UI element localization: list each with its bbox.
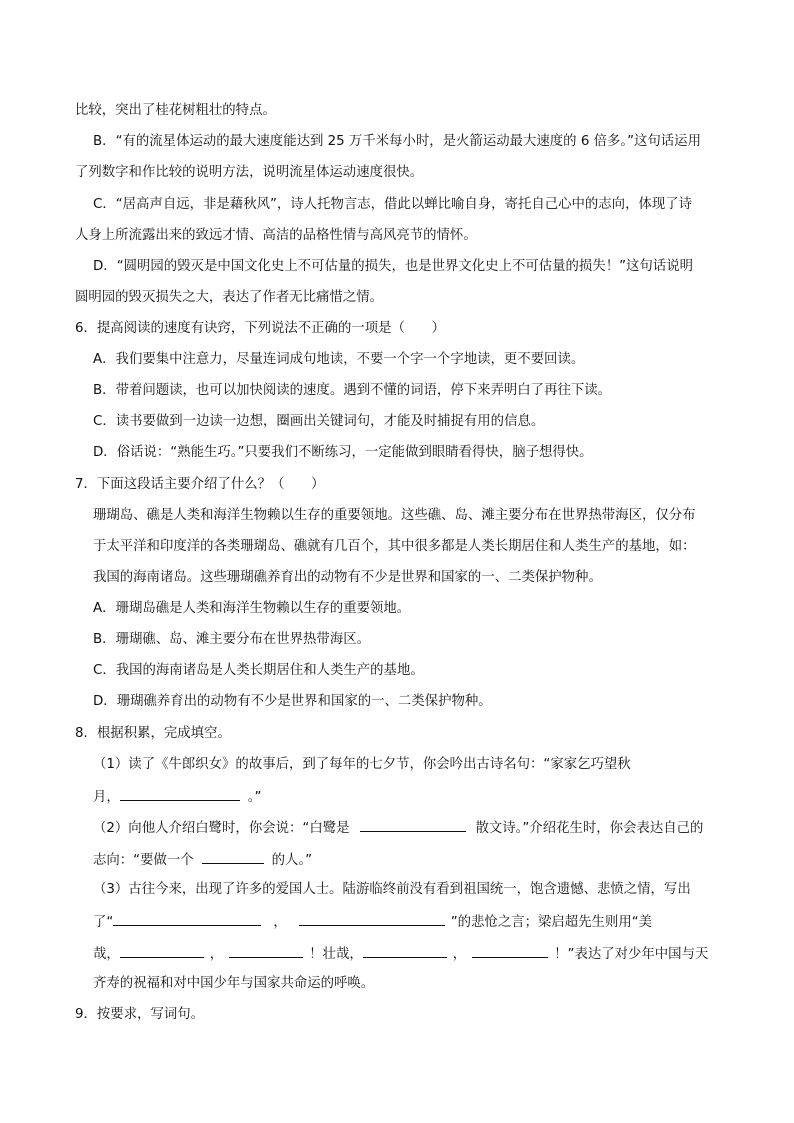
question-6-title: 6．提高阅读的速度有诀窍，下列说法不正确的一项是（ ）	[75, 321, 446, 336]
q8-item-2-cont: 志向：“要做一个 的人。”	[93, 849, 312, 871]
q8-item-3: （3）古往今来，出现了许多的爱国人士。陆游临终前没有看到祖国统一，饱含遗憾、悲愤之情，写出	[93, 882, 691, 897]
question-8-title: 8．根据积累，完成填空。	[75, 726, 231, 741]
answer-blank[interactable]	[363, 943, 447, 958]
answer-blank[interactable]	[113, 911, 261, 926]
answer-blank[interactable]	[120, 786, 240, 801]
q8-item-3-cont: 齐寿的祝福和对中国少年与国家共命运的呼唤。	[93, 976, 375, 991]
q8-item-1-cont: 月， 。”	[93, 786, 261, 808]
question-7-title: 7．下面这段话主要介绍了什么？（ ）	[75, 477, 325, 492]
answer-blank[interactable]	[360, 817, 466, 832]
text-line: 比较，突出了桂花树粗壮的特点。	[75, 103, 276, 118]
answer-blank[interactable]	[229, 943, 303, 958]
q6-option-d: D．俗话说：“熟能生巧。”只要我们不断练习，一定能做到眼睛看得快，脑子想得快。	[93, 445, 593, 460]
q7-option-d: D．珊瑚礁养育出的动物有不少是世界和国家的一、二类保护物种。	[93, 694, 492, 709]
q7-passage-line: 于太平洋和印度洋的各类珊瑚岛、礁就有几百个，其中很多都是人类长期居住和人类生产的基地，如：	[93, 539, 696, 554]
option-c-line: C．“居高声自远，非是藉秋风”，诗人托物言志，借此以蝉比喻自身，寄托自己心中的志向，体现了诗	[93, 197, 693, 212]
option-b-line: B．“有的流星体运动的最大速度能达到 25 万千米每小时，是火箭运动最大速度的 6 倍多。”这句话运用	[93, 134, 701, 149]
text-line: 人身上所流露出来的致远才情、高洁的品格性情与高风亮节的情怀。	[75, 228, 477, 243]
q6-option-b: B．带着问题读，也可以加快阅读的速度。遇到不懂的词语，停下来弄明白了再往下读。	[93, 383, 612, 398]
answer-blank[interactable]	[472, 943, 548, 958]
text-line: 圆明园的毁灭损失之大，表达了作者无比痛惜之情。	[75, 290, 383, 305]
q6-option-a: A．我们要集中注意力，尽量连词成句地读，不要一个字一个字地读，更不要回读。	[93, 352, 585, 367]
answer-blank[interactable]	[299, 911, 445, 926]
q8-item-3-cont: 哉， ， ！壮哉， ， ！”表达了对少年中国与天	[93, 943, 708, 965]
option-d-line: D．“圆明园的毁灭是中国文化史上不可估量的损失，也是世界文化史上不可估量的损失！”这句话说明	[93, 259, 693, 274]
q7-option-c: C．我国的海南诸岛是人类长期居住和人类生产的基地。	[93, 663, 424, 678]
q7-passage-line: 我国的海南诸岛。这些珊瑚礁养育出的动物有不少是世界和国家的一、二类保护物种。	[93, 570, 602, 585]
text-line: 了列数字和作比较的说明方法，说明流星体运动速度很快。	[75, 165, 424, 180]
answer-blank[interactable]	[202, 849, 264, 864]
answer-blank[interactable]	[120, 943, 204, 958]
q7-option-b: B．珊瑚礁、岛、滩主要分布在世界热带海区。	[93, 632, 370, 647]
q8-item-1: （1）读了《牛郎织女》的故事后，到了每年的七夕节，你会吟出古诗名句：“家家乞巧望秋	[93, 757, 631, 772]
question-9-title: 9．按要求，写词句。	[75, 1007, 205, 1022]
q8-item-3-cont: 了“ ， ”的悲怆之言；梁启超先生则用“美	[93, 911, 652, 933]
q8-item-2: （2）向他人介绍白鹭时，你会说：“白鹭是 散文诗。”介绍花生时，你会表达自己的	[93, 817, 703, 839]
q7-passage-line: 珊瑚岛、礁是人类和海洋生物赖以生存的重要领地。这些礁、岛、滩主要分布在世界热带海区，仅分布	[93, 508, 696, 523]
q6-option-c: C．读书要做到一边读一边想，圈画出关键词句，才能及时捕捉有用的信息。	[93, 414, 545, 429]
q7-option-a: A．珊瑚岛礁是人类和海洋生物赖以生存的重要领地。	[93, 601, 411, 616]
